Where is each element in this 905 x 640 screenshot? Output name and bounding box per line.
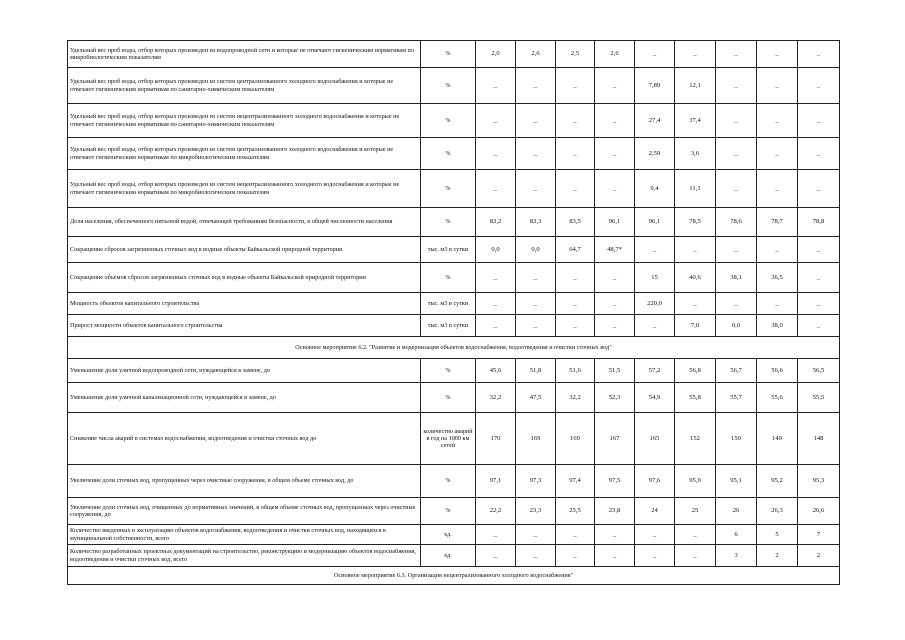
- value-cell: 96,1: [635, 208, 675, 237]
- value-cell: _: [675, 545, 716, 567]
- table-row: [68, 208, 840, 237]
- value-cell: _: [516, 545, 556, 567]
- indicators-table: [67, 40, 840, 585]
- unit-cell: тыс. м3 в сутки: [421, 315, 476, 337]
- indicator-name: Количество разработанных проектных документаций на строительство, реконструкцию и модернизацию объектов водоснабжения, водоотведения и очистки сточных вод, всего: [68, 545, 421, 567]
- value-cell: _: [675, 525, 716, 545]
- value-cell: _: [757, 237, 798, 263]
- value-cell: _: [757, 104, 798, 138]
- value-cell: _: [556, 104, 595, 138]
- value-cell: _: [476, 293, 516, 315]
- table-row: [68, 413, 840, 465]
- table-row: [68, 170, 840, 208]
- value-cell: _: [476, 170, 516, 208]
- value-cell: _: [595, 68, 635, 104]
- indicator-name: Удельный вес проб воды, отбор которых произведен из водопроводной сети и которые не отвечают гигиеническим нормативам по микробиологическим показателям: [68, 41, 421, 68]
- value-cell: 152: [675, 413, 716, 465]
- value-cell: 95,1: [716, 465, 757, 498]
- indicator-name: Увеличение доли сточных вод, пропущенных через очистные сооружения, в общем объеме сточных вод, до: [68, 465, 421, 498]
- value-cell: 32,2: [556, 383, 595, 413]
- value-cell: _: [798, 170, 840, 208]
- section-row: [68, 567, 840, 585]
- value-cell: 78,8: [798, 208, 840, 237]
- value-cell: 170: [476, 413, 516, 465]
- value-cell: _: [798, 68, 840, 104]
- unit-cell: %: [421, 104, 476, 138]
- value-cell: 56,5: [798, 359, 840, 383]
- value-cell: 52,3: [595, 383, 635, 413]
- value-cell: _: [476, 525, 516, 545]
- value-cell: _: [516, 315, 556, 337]
- value-cell: 3: [716, 545, 757, 567]
- unit-cell: %: [421, 170, 476, 208]
- value-cell: _: [556, 263, 595, 293]
- value-cell: _: [716, 68, 757, 104]
- value-cell: 7,0: [675, 315, 716, 337]
- indicator-name: Уменьшение доли уличной канализационной сети, нуждающейся в замене, до: [68, 383, 421, 413]
- value-cell: 38,1: [716, 263, 757, 293]
- value-cell: _: [516, 170, 556, 208]
- value-cell: 56,7: [716, 359, 757, 383]
- value-cell: _: [516, 263, 556, 293]
- value-cell: 26,3: [757, 498, 798, 525]
- section-title: Основное мероприятие 6.2. "Развитие и модернизация объектов водоснабжения, водоотведения и очистки сточных вод": [68, 337, 840, 359]
- value-cell: 38,0: [757, 315, 798, 337]
- unit-cell: тыс. м3 в сутки: [421, 293, 476, 315]
- value-cell: _: [798, 293, 840, 315]
- value-cell: _: [798, 263, 840, 293]
- indicator-name: Удельный вес проб воды, отбор которых произведен из систем централизованного холодного водоснабжения и которые не отвечают гигиеническим нормативам по санитарно-химическим показателям: [68, 68, 421, 104]
- table-row: [68, 545, 840, 567]
- indicator-name: Доля населения, обеспеченного питьевой водой, отвечающей требованиям безопасности, в общей численности населения: [68, 208, 421, 237]
- value-cell: 78,6: [716, 208, 757, 237]
- value-cell: 0,0: [516, 237, 556, 263]
- value-cell: _: [635, 525, 675, 545]
- value-cell: _: [798, 315, 840, 337]
- table-row: [68, 359, 840, 383]
- value-cell: 36,5: [757, 263, 798, 293]
- value-cell: _: [675, 237, 716, 263]
- value-cell: 2: [798, 545, 840, 567]
- value-cell: 26: [716, 498, 757, 525]
- value-cell: 97,4: [556, 465, 595, 498]
- value-cell: _: [675, 41, 716, 68]
- value-cell: 3,6: [675, 138, 716, 170]
- value-cell: _: [635, 545, 675, 567]
- indicator-name: Мощность объектов капитального строительства: [68, 293, 421, 315]
- unit-cell: ед.: [421, 545, 476, 567]
- indicator-name: Сокращение сбросов загрязненных сточных вод в водные объекты Байкальской природной территории: [68, 237, 421, 263]
- value-cell: 96,1: [595, 208, 635, 237]
- value-cell: _: [595, 545, 635, 567]
- section-title: Основное мероприятие 6.3. Организация нецентрализованного холодного водоснабжения": [68, 567, 840, 585]
- value-cell: _: [757, 293, 798, 315]
- value-cell: 32,2: [476, 383, 516, 413]
- table-row: [68, 525, 840, 545]
- value-cell: 51,8: [516, 359, 556, 383]
- unit-cell: количество аварий в год на 1000 км сетей: [421, 413, 476, 465]
- value-cell: _: [556, 315, 595, 337]
- value-cell: 48,7*: [595, 237, 635, 263]
- indicator-name: Снижение числа аварий в системах водоснабжения, водоотведения и очистки сточных вод до: [68, 413, 421, 465]
- value-cell: _: [595, 315, 635, 337]
- value-cell: _: [757, 138, 798, 170]
- value-cell: 2,5: [556, 41, 595, 68]
- value-cell: 148: [798, 413, 840, 465]
- value-cell: _: [757, 41, 798, 68]
- unit-cell: %: [421, 263, 476, 293]
- indicator-name: Уменьшение доли уличной водопроводной сети, нуждающейся в замене, до: [68, 359, 421, 383]
- value-cell: 27,4: [635, 104, 675, 138]
- indicator-name: Сокращение объемов сбросов загрязненных сточных вод в водные объекты Байкальской природной территории: [68, 263, 421, 293]
- value-cell: _: [595, 170, 635, 208]
- value-cell: _: [716, 170, 757, 208]
- value-cell: 23,5: [556, 498, 595, 525]
- value-cell: _: [635, 237, 675, 263]
- value-cell: 2,6: [516, 41, 556, 68]
- value-cell: _: [595, 104, 635, 138]
- value-cell: 0,0: [716, 315, 757, 337]
- value-cell: _: [716, 104, 757, 138]
- value-cell: _: [556, 68, 595, 104]
- table-row: [68, 68, 840, 104]
- value-cell: _: [476, 263, 516, 293]
- value-cell: _: [516, 138, 556, 170]
- unit-cell: %: [421, 68, 476, 104]
- value-cell: _: [757, 68, 798, 104]
- value-cell: _: [476, 545, 516, 567]
- value-cell: 83,5: [556, 208, 595, 237]
- value-cell: 57,2: [635, 359, 675, 383]
- value-cell: 165: [635, 413, 675, 465]
- value-cell: _: [675, 293, 716, 315]
- value-cell: 97,3: [516, 465, 556, 498]
- value-cell: 51,5: [595, 359, 635, 383]
- value-cell: 15: [635, 263, 675, 293]
- value-cell: 167: [595, 413, 635, 465]
- value-cell: _: [716, 138, 757, 170]
- table-row: [68, 263, 840, 293]
- value-cell: _: [716, 237, 757, 263]
- value-cell: _: [476, 315, 516, 337]
- value-cell: 55,6: [757, 383, 798, 413]
- value-cell: 23,8: [595, 498, 635, 525]
- indicator-name: Удельный вес проб воды, отбор которых произведен из систем нецентрализованного холодного водоснабжения и которые не отвечают гигиеническим нормативам по санитарно-химическим показателям: [68, 104, 421, 138]
- table-row: [68, 293, 840, 315]
- value-cell: 2,59: [635, 138, 675, 170]
- value-cell: 169: [556, 413, 595, 465]
- value-cell: _: [476, 68, 516, 104]
- value-cell: 83,3: [516, 208, 556, 237]
- value-cell: 22,2: [476, 498, 516, 525]
- unit-cell: тыс. м3 в сутки: [421, 237, 476, 263]
- table-row: [68, 138, 840, 170]
- value-cell: 7: [798, 525, 840, 545]
- value-cell: _: [516, 68, 556, 104]
- value-cell: 78,7: [757, 208, 798, 237]
- value-cell: 83,2: [476, 208, 516, 237]
- value-cell: 150: [716, 413, 757, 465]
- indicator-name: Увеличение доли сточных вод, очищенных до нормативных значений, в общем объеме сточных вод, пропущенных через очистные сооружения, до: [68, 498, 421, 525]
- value-cell: 56,6: [757, 359, 798, 383]
- value-cell: 0,0: [476, 237, 516, 263]
- table-row: [68, 41, 840, 68]
- value-cell: _: [516, 104, 556, 138]
- value-cell: _: [595, 138, 635, 170]
- value-cell: _: [516, 293, 556, 315]
- value-cell: _: [556, 138, 595, 170]
- value-cell: 11,1: [675, 170, 716, 208]
- indicator-name: Удельный вес проб воды, отбор которых произведен из систем нецентрализованного холодного водоснабжения и которые не отвечают гигиеническим нормативам по микробиологическим показателям: [68, 170, 421, 208]
- value-cell: 12,1: [675, 68, 716, 104]
- table-row: [68, 237, 840, 263]
- value-cell: _: [635, 315, 675, 337]
- table-row: [68, 498, 840, 525]
- table-row: [68, 104, 840, 138]
- value-cell: 26,6: [798, 498, 840, 525]
- value-cell: 95,3: [798, 465, 840, 498]
- value-cell: 5: [757, 525, 798, 545]
- value-cell: 6: [716, 525, 757, 545]
- value-cell: 2,0: [476, 41, 516, 68]
- section-row: [68, 337, 840, 359]
- value-cell: 169: [516, 413, 556, 465]
- value-cell: 95,0: [675, 465, 716, 498]
- value-cell: _: [595, 263, 635, 293]
- value-cell: _: [556, 525, 595, 545]
- indicator-name: Прирост мощности объектов капитального строительства: [68, 315, 421, 337]
- value-cell: _: [716, 293, 757, 315]
- value-cell: 45,6: [476, 359, 516, 383]
- value-cell: _: [556, 545, 595, 567]
- document-page: [67, 40, 839, 585]
- value-cell: _: [798, 104, 840, 138]
- value-cell: 2,6: [595, 41, 635, 68]
- value-cell: 24: [635, 498, 675, 525]
- value-cell: _: [516, 525, 556, 545]
- table-row: [68, 383, 840, 413]
- unit-cell: %: [421, 383, 476, 413]
- value-cell: 97,5: [595, 465, 635, 498]
- value-cell: 23,3: [516, 498, 556, 525]
- value-cell: _: [635, 41, 675, 68]
- value-cell: 54,9: [635, 383, 675, 413]
- value-cell: 220,0: [635, 293, 675, 315]
- value-cell: 9,4: [635, 170, 675, 208]
- unit-cell: %: [421, 498, 476, 525]
- value-cell: _: [556, 293, 595, 315]
- table-row: [68, 315, 840, 337]
- value-cell: 64,7: [556, 237, 595, 263]
- unit-cell: ед.: [421, 525, 476, 545]
- table-row: [68, 465, 840, 498]
- value-cell: 2: [757, 545, 798, 567]
- value-cell: _: [757, 170, 798, 208]
- value-cell: _: [595, 525, 635, 545]
- value-cell: 149: [757, 413, 798, 465]
- value-cell: _: [798, 138, 840, 170]
- value-cell: 55,7: [716, 383, 757, 413]
- unit-cell: %: [421, 359, 476, 383]
- value-cell: 40,6: [675, 263, 716, 293]
- value-cell: _: [476, 104, 516, 138]
- table-body: [68, 41, 840, 585]
- value-cell: 55,5: [798, 383, 840, 413]
- value-cell: 95,2: [757, 465, 798, 498]
- value-cell: 37,4: [675, 104, 716, 138]
- indicator-name: Количество введенных в эксплуатацию объектов водоснабжения, водоотведения и очистки сточных вод, находящихся в муниципальной собственности, всего: [68, 525, 421, 545]
- value-cell: _: [595, 293, 635, 315]
- indicator-name: Удельный вес проб воды, отбор которых произведен из систем централизованного холодного водоснабжения и которые не отвечают гигиеническим нормативам по микробиологическим показателям: [68, 138, 421, 170]
- value-cell: 97,1: [476, 465, 516, 498]
- value-cell: 47,5: [516, 383, 556, 413]
- value-cell: 97,6: [635, 465, 675, 498]
- unit-cell: %: [421, 138, 476, 170]
- value-cell: 55,8: [675, 383, 716, 413]
- value-cell: 78,5: [675, 208, 716, 237]
- value-cell: _: [716, 41, 757, 68]
- value-cell: _: [476, 138, 516, 170]
- value-cell: _: [556, 170, 595, 208]
- value-cell: 51,6: [556, 359, 595, 383]
- value-cell: _: [798, 41, 840, 68]
- value-cell: 7,89: [635, 68, 675, 104]
- value-cell: 25: [675, 498, 716, 525]
- unit-cell: %: [421, 208, 476, 237]
- value-cell: _: [798, 237, 840, 263]
- unit-cell: %: [421, 41, 476, 68]
- unit-cell: %: [421, 465, 476, 498]
- value-cell: 56,8: [675, 359, 716, 383]
